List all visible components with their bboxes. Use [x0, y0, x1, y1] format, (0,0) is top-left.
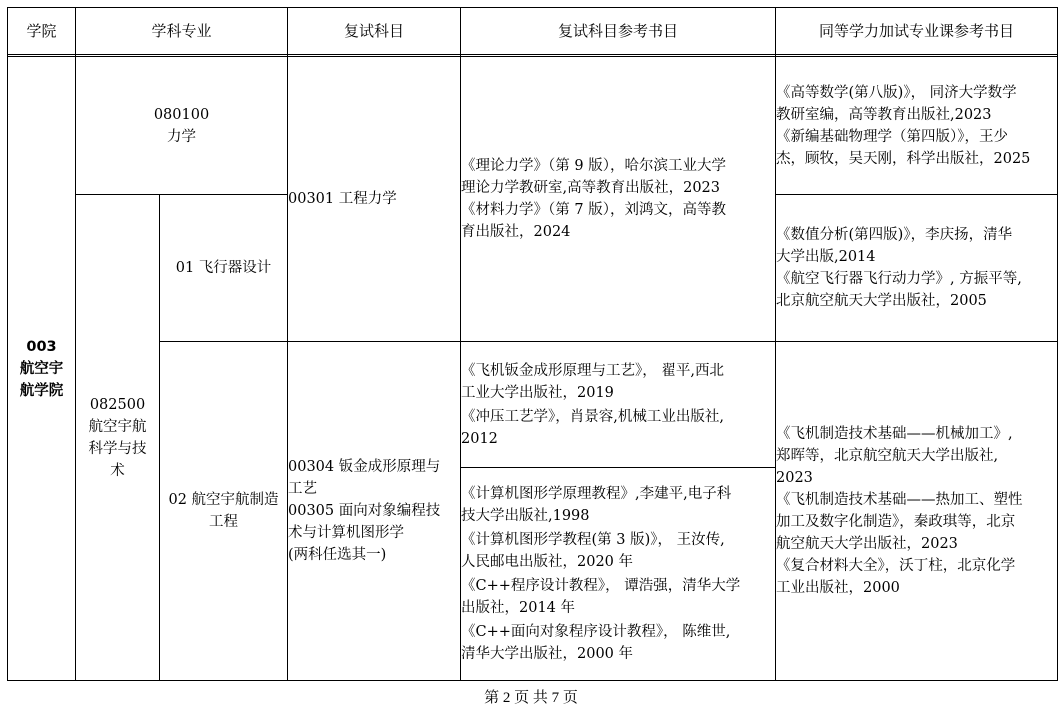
- rule-bottom: [7, 680, 1058, 681]
- equiv-block-1: [776, 57, 1057, 194]
- header-major: 学科专业: [151, 22, 212, 40]
- equiv-block-2: [776, 195, 1057, 341]
- header-college: 学院: [26, 22, 57, 40]
- ref-book: 《冲压工艺学》，肖景容,机械工业出版社, 2012: [461, 408, 724, 447]
- equiv-book: 《飞机制造技术基础——机械加工》, 郑晖等，北京航空航天大学出版社, 2023: [776, 426, 1013, 486]
- equiv-book: 《数值分析(第四版)》，李庆扬，清华 大学出版,2014: [776, 227, 1013, 265]
- college-code: 003: [26, 338, 57, 355]
- equiv-book: 《飞机制造技术基础——热加工、塑性 加工及数字化制造》，秦政琪等，北京 航空航天大学出版社，2023: [776, 492, 1023, 552]
- subject-1-text: 00301 工程力学: [288, 191, 397, 207]
- direction-02-text: 02 航空宇航制造 工程: [168, 492, 279, 530]
- major-mechanics: [76, 57, 287, 194]
- rule-header-bottom: [7, 54, 1058, 55]
- ref-book: 《材料力学》（第 7 版），刘鸿文，高等教 育出版社，2024: [461, 202, 726, 240]
- ref-book: 《飞机钣金成形原理与工艺》， 翟平,西北 工业大学出版社，2019: [461, 362, 724, 401]
- header-exam-subject: 复试科目: [343, 22, 404, 40]
- college-name: 航空宇 航学院: [19, 360, 64, 399]
- equiv-book: 《新编基础物理学（第四版）》，王少 杰，顾牧，吴天刚，科学出版社，2025: [776, 128, 1031, 167]
- direction-01: [160, 195, 287, 341]
- subject-2: [288, 342, 460, 680]
- header-equiv-refs: 同等学力加试专业课参考书目: [818, 22, 1014, 40]
- ref-book: 《计算机图形学教程(第 3 版)》， 王汝传, 人民邮电出版社，2020 年: [461, 532, 725, 570]
- major-mechanics-text: 080100 力学: [153, 106, 210, 145]
- ref-book: 《计算机图形学原理教程》,李建平,电子科 技大学出版社,1998: [461, 486, 732, 524]
- refs-block-1: [461, 57, 775, 341]
- equiv-book: 《航空飞行器飞行动力学》, 方振平等, 北京航空航天大学出版社，2005: [776, 271, 1022, 309]
- page-number: 第 2 页 共 7 页: [484, 690, 578, 706]
- ref-book: 《理论力学》（第 9 版），哈尔滨工业大学 理论力学教研室,高等教育出版社，2023: [461, 158, 726, 196]
- rule-right: [1057, 7, 1058, 681]
- header-exam-refs: 复试科目参考书目: [557, 22, 678, 40]
- subject-1: [288, 57, 460, 341]
- equiv-book: 《高等数学(第八版)》， 同济大学数学 教研室编，高等教育出版社,2023: [776, 84, 1017, 123]
- major-aero-text: 082500 航空宇航 科学与技 术: [88, 396, 147, 479]
- ref-book: 《C++面向对象程序设计教程》， 陈维世, 清华大学出版社，2000 年: [461, 624, 731, 662]
- major-aero: [76, 195, 159, 680]
- refs-block-2: [461, 342, 775, 467]
- refs-block-3: [461, 468, 775, 680]
- subject-2-text: 00304 钣金成形原理与 工艺 00305 面向对象编程技 术与计算机图形学 (两科任选其一): [288, 459, 441, 563]
- direction-02: [160, 342, 287, 680]
- equiv-block-3: [776, 342, 1057, 680]
- ref-book: 《C++程序设计教程》， 谭浩强，清华大学 出版社，2014 年: [461, 578, 741, 616]
- direction-01-text: 01 飞行器设计: [175, 260, 272, 276]
- equiv-book: 《复合材料大全》，沃丁柱，北京化学 工业出版社，2000: [776, 558, 1016, 596]
- college-cell: [8, 57, 75, 680]
